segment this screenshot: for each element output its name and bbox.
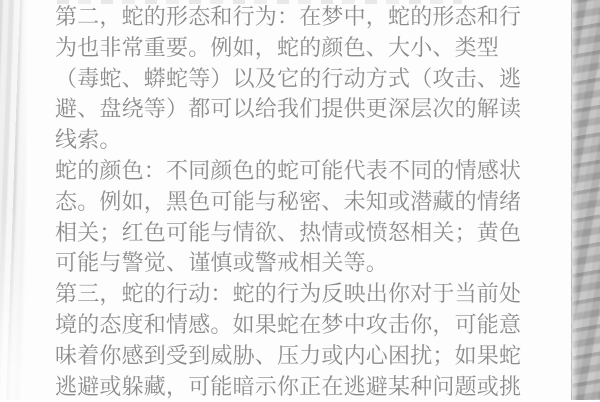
article-line: （毒蛇、蟒蛇等）以及它的行动方式（攻击、逃 xyxy=(55,65,522,91)
marble-background-right xyxy=(571,0,600,400)
article-line: 相关；红色可能与情欲、热情或愤怒相关；黄色 xyxy=(55,219,522,245)
article-text xyxy=(55,2,547,402)
article-line: 为也非常重要。例如，蛇的颜色、大小、类型 xyxy=(55,34,500,60)
article-line: 蛇的颜色：不同颜色的蛇可能代表不同的情感状 xyxy=(55,157,522,183)
article-line: 第二，蛇的形态和行为：在梦中，蛇的形态和行 xyxy=(55,4,522,29)
article-line: 可能与警觉、谨慎或警戒相关等。 xyxy=(55,250,389,276)
article-line: 第三，蛇的行动：蛇的行为反映出你对于当前处 xyxy=(55,281,522,307)
article-line: 态。例如，黑色可能与秘密、未知或潜藏的情绪 xyxy=(55,188,522,214)
marble-background-left xyxy=(0,0,29,400)
article-line: 线索。 xyxy=(55,127,122,153)
article-line: 境的态度和情感。如果蛇在梦中攻击你，可能意 xyxy=(55,311,522,337)
article-line: 味着你感到受到威胁、压力或内心困扰；如果蛇 xyxy=(55,342,522,368)
article-line: 逃避或躲藏，可能暗示你正在逃避某种问题或挑 xyxy=(55,373,522,399)
article-line: 避、盘绕等）都可以给我们提供更深层次的解读 xyxy=(55,96,522,122)
